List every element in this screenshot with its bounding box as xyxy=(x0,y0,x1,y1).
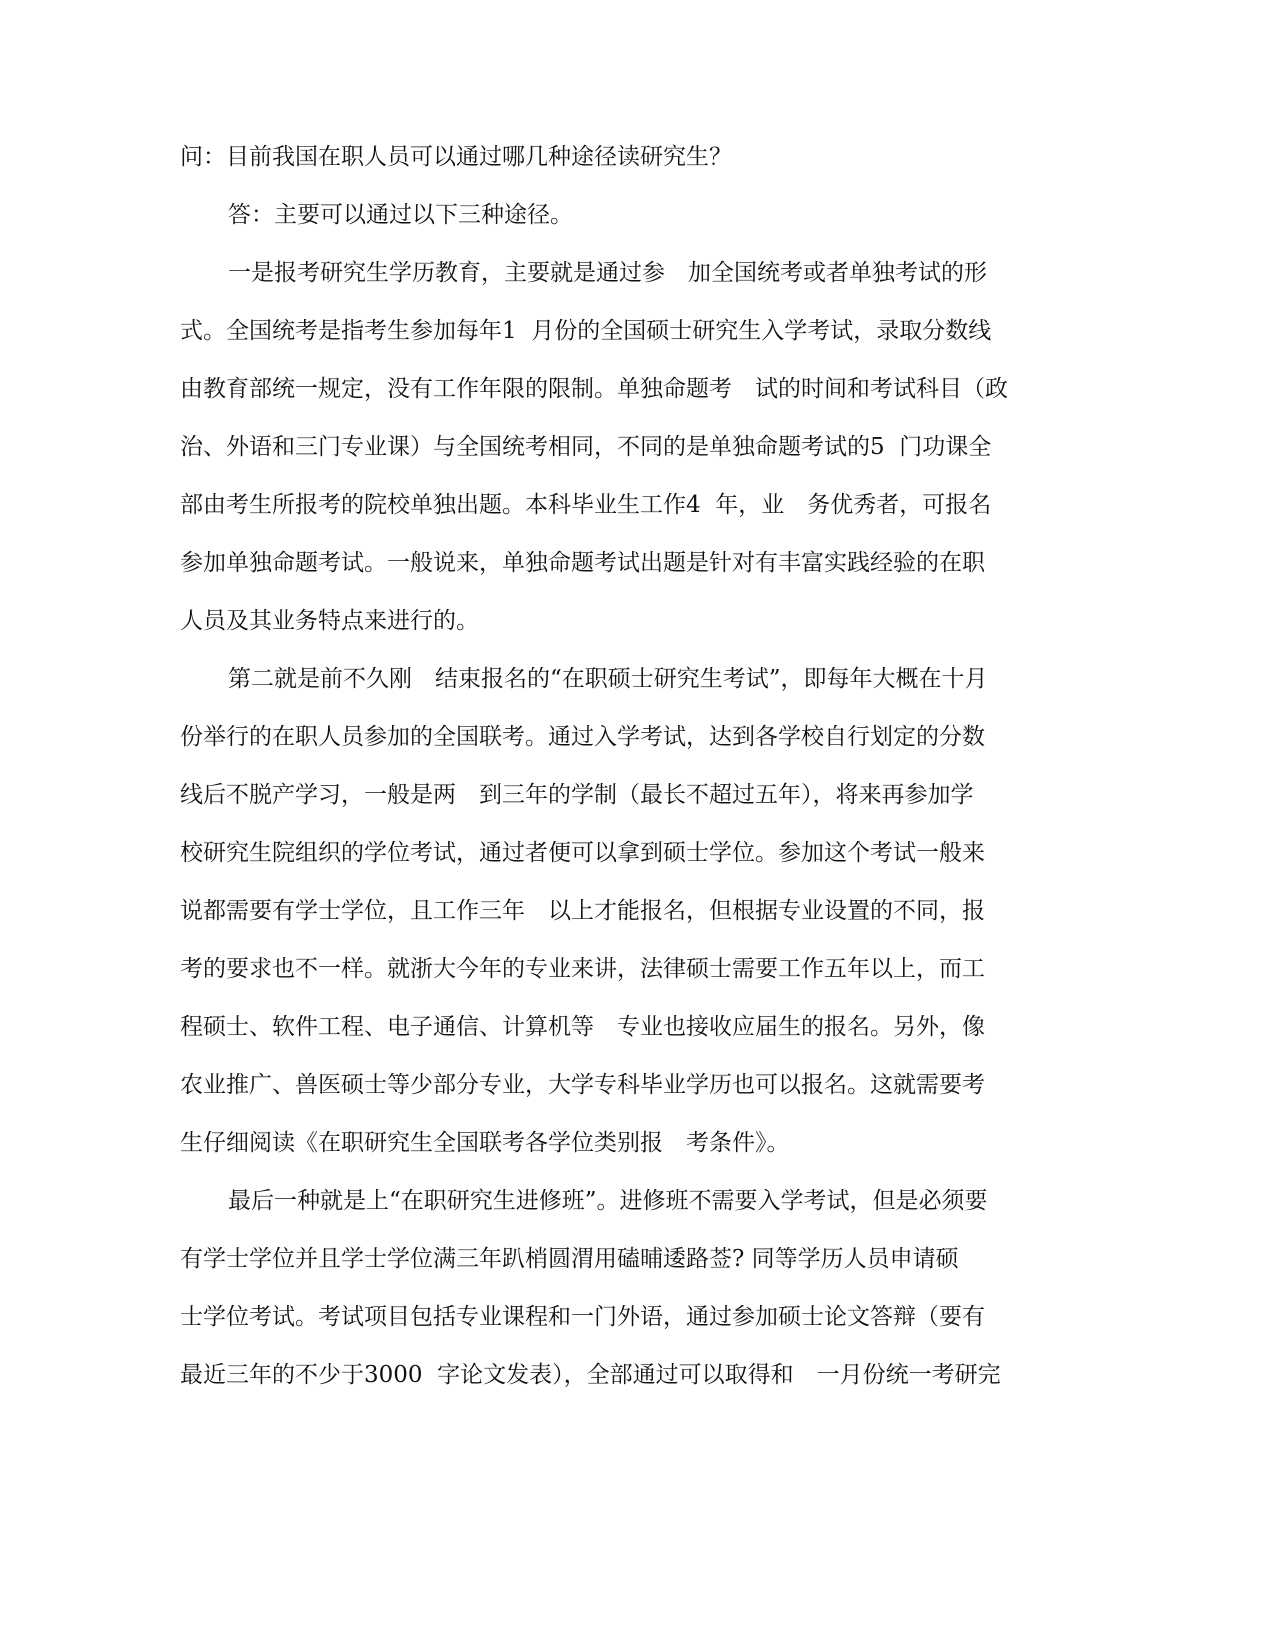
paragraph-1-line-3: 由教育部统一规定，没有工作年限的限制。单独命题考 试的时间和考试科目（政 xyxy=(180,376,1008,402)
paragraph-2-line-4: 校研究生院组织的学位考试，通过者便可以拿到硕士学位。参加这个考试一般来 xyxy=(180,840,985,866)
paragraph-2-line-1: 第二就是前不久刚 结束报名的“在职硕士研究生考试”，即每年大概在十月 xyxy=(228,666,988,692)
paragraph-3-line-4: 最近三年的不少于3000 字论文发表），全部通过可以取得和 一月份统一考研完 xyxy=(180,1362,1001,1388)
paragraph-1-line-5: 部由考生所报考的院校单独出题。本科毕业生工作4 年，业 务优秀者，可报名 xyxy=(180,492,992,518)
paragraph-1-line-4: 治、外语和三门专业课）与全国统考相同，不同的是单独命题考试的5 门功课全 xyxy=(180,434,992,460)
paragraph-3-line-3: 士学位考试。考试项目包括专业课程和一门外语，通过参加硕士论文答辩（要有 xyxy=(180,1304,985,1330)
paragraph-3-line-1: 最后一种就是上“在职研究生进修班”。进修班不需要入学考试，但是必须要 xyxy=(228,1188,988,1214)
paragraph-3-line-2: 有学士学位并且学士学位满三年趴梢圆渭用磕晡逶路莶? 同等学历人员申请硕 xyxy=(180,1246,959,1272)
paragraph-2-line-2: 份举行的在职人员参加的全国联考。通过入学考试，达到各学校自行划定的分数 xyxy=(180,724,985,750)
paragraph-2-line-7: 程硕士、软件工程、电子通信、计算机等 专业也接收应届生的报名。另外，像 xyxy=(180,1014,985,1040)
paragraph-2-line-6: 考的要求也不一样。就浙大今年的专业来讲，法律硕士需要工作五年以上，而工 xyxy=(180,956,985,982)
answer-intro-line: 答：主要可以通过以下三种途径。 xyxy=(228,202,573,228)
paragraph-2-line-9: 生仔细阅读《在职研究生全国联考各学位类别报 考条件》。 xyxy=(180,1130,790,1156)
paragraph-2-line-8: 农业推广、兽医硕士等少部分专业，大学专科毕业学历也可以报名。这就需要考 xyxy=(180,1072,985,1098)
paragraph-1-line-2: 式。全国统考是指考生参加每年1 月份的全国硕士研究生入学考试，录取分数线 xyxy=(180,318,992,344)
paragraph-1-line-6: 参加单独命题考试。一般说来，单独命题考试出题是针对有丰富实践经验的在职 xyxy=(180,550,985,576)
question-line: 问：目前我国在职人员可以通过哪几种途径读研究生？ xyxy=(180,144,732,170)
paragraph-2-line-3: 线后不脱产学习，一般是两 到三年的学制（最长不超过五年），将来再参加学 xyxy=(180,782,974,808)
paragraph-1-line-7: 人员及其业务特点来进行的。 xyxy=(180,608,479,634)
paragraph-2-line-5: 说都需要有学士学位，且工作三年 以上才能报名，但根据专业设置的不同，报 xyxy=(180,898,985,924)
paragraph-1-line-1: 一是报考研究生学历教育，主要就是通过参 加全国统考或者单独考试的形 xyxy=(228,260,987,286)
